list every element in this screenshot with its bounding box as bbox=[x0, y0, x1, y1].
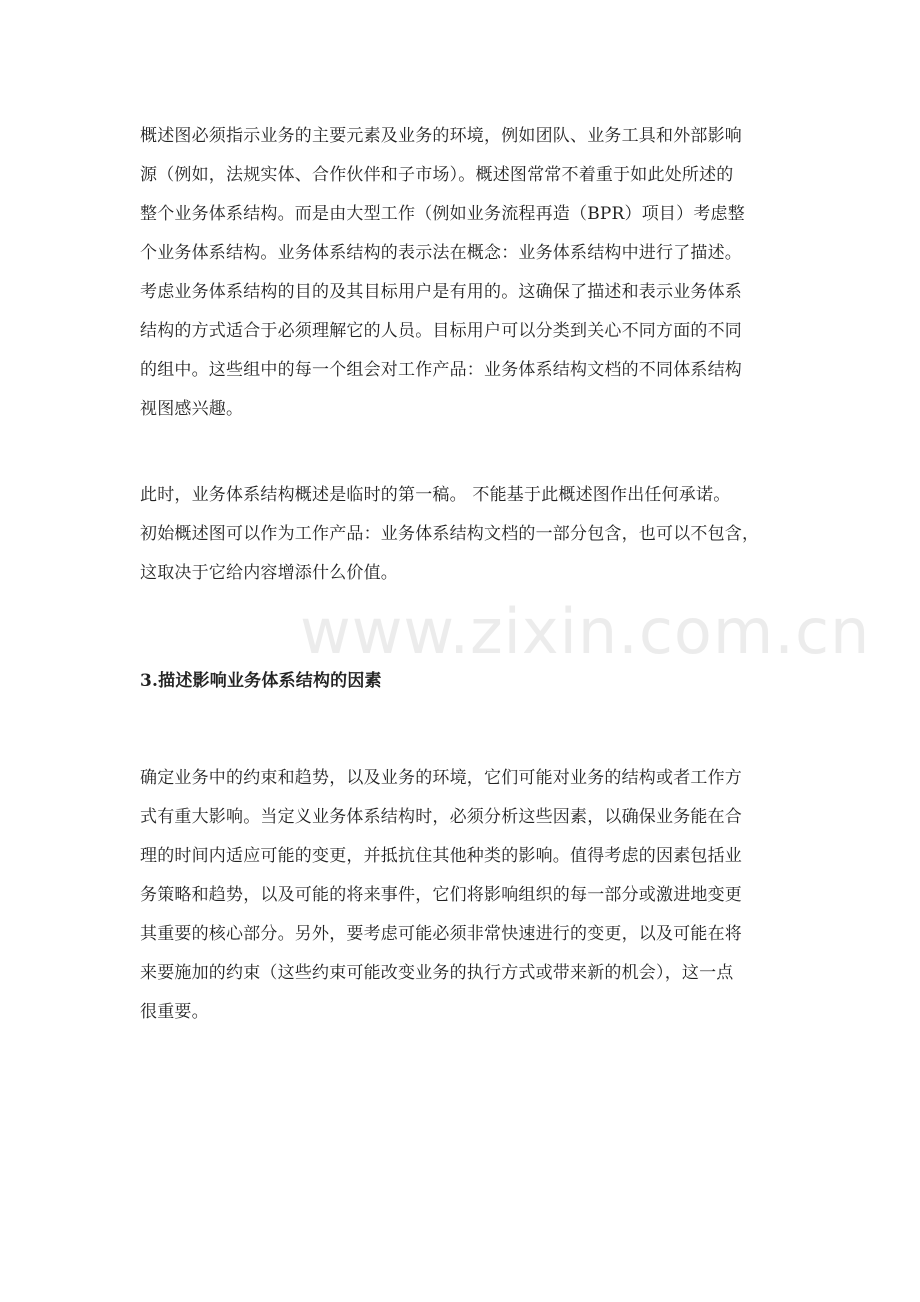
paragraph-2-line-2: 初始概述图可以作为工作产品：业务体系结构文档的一部分包含，也可以不包含， bbox=[140, 524, 760, 544]
paragraph-3-line-3: 理的时间内适应可能的变更，并抵抗住其他种类的影响。值得考虑的因素包括业 bbox=[140, 846, 742, 866]
paragraph-3-line-4: 务策略和趋势，以及可能的将来事件，它们将影响组织的每一部分或激进地变更 bbox=[140, 885, 742, 905]
watermark: www.zixin.com.cn bbox=[300, 595, 871, 668]
paragraph-3-line-1: 确定业务中的约束和趋势，以及业务的环境，它们可能对业务的结构或者工作方 bbox=[140, 768, 742, 788]
paragraph-1-line-3: 整个业务体系结构。而是由大型工作（例如业务流程再造（BPR）项目）考虑整 bbox=[140, 204, 745, 224]
paragraph-1-line-2: 源（例如，法规实体、合作伙伴和子市场）。概述图常常不着重于如此处所述的 bbox=[140, 165, 734, 185]
paragraph-1-line-8: 视图感兴趣。 bbox=[140, 399, 244, 419]
paragraph-1-line-1: 概述图必须指示业务的主要元素及业务的环境，例如团队、业务工具和外部影响 bbox=[140, 126, 742, 146]
paragraph-3-line-2: 式有重大影响。当定义业务体系结构时，必须分析这些因素，以确保业务能在合 bbox=[140, 807, 742, 827]
paragraph-3-line-6: 来要施加的约束（这些约束可能改变业务的执行方式或带来新的机会），这一点 bbox=[140, 963, 734, 983]
paragraph-1-line-7: 的组中。这些组中的每一个组会对工作产品：业务体系结构文档的不同体系结构 bbox=[140, 360, 742, 380]
section-heading: 3.描述影响业务体系结构的因素 bbox=[140, 671, 382, 691]
paragraph-2-line-1: 此时，业务体系结构概述是临时的第一稿。 不能基于此概述图作出任何承诺。 bbox=[140, 485, 731, 505]
paragraph-1-line-5: 考虑业务体系结构的目的及其目标用户是有用的。这确保了描述和表示业务体系 bbox=[140, 282, 742, 302]
paragraph-1-line-4: 个业务体系结构。业务体系结构的表示法在概念：业务体系结构中进行了描述。 bbox=[140, 243, 742, 263]
paragraph-3-line-5: 其重要的核心部分。另外，要考虑可能必须非常快速进行的变更，以及可能在将 bbox=[140, 924, 742, 944]
paragraph-3-line-7: 很重要。 bbox=[140, 1002, 209, 1022]
paragraph-2-line-3: 这取决于它给内容增添什么价值。 bbox=[140, 563, 398, 583]
paragraph-1-line-6: 结构的方式适合于必须理解它的人员。目标用户可以分类到关心不同方面的不同 bbox=[140, 321, 742, 341]
